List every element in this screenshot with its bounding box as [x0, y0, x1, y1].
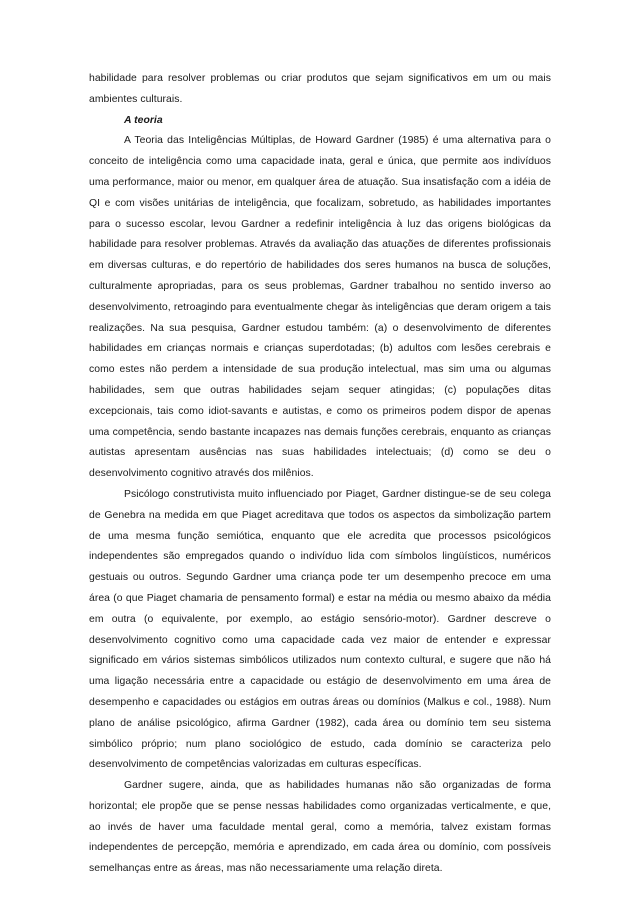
paragraph-2: Psicólogo construtivista muito influenciado por Piaget, Gardner distingue-se de seu colega de Genebra na medida em que Piaget acreditava que todos os aspectos da simbolização partem de uma mesma função semiótica, enquanto que ele acredita que processos psicológicos independentes são empregados quando o indivíduo lida com símbolos lingüísticos, numéricos gestuais ou outros. Segundo Gardner uma criança pode ter um desempenho precoce em uma área (o que Piaget chamaria de pensamento formal) e estar na média ou mesmo abaixo da média em outra (o equivalente, por exemplo, ao estágio sensório-motor). Gardner descreve o desenvolvimento cognitivo como uma capacidade cada vez maior de entender e expressar significado em vários sistemas simbólicos utilizados num contexto cultural, e sugere que não há uma ligação necessária entre a capacidade ou estágio de desenvolvimento em uma área de desempenho e capacidades ou estágios em outras áreas ou domínios (Malkus e col., 1988). Num plano de análise psicológico, afirma Gardner (1982), cada área ou domínio tem seu sistema simbólico próprio; num plano sociológico de estudo, cada domínio se caracteriza pelo desenvolvimento de competências valorizadas em culturas específicas.	[89, 488, 551, 771]
section-heading: A teoria	[124, 114, 163, 126]
paragraph-3: Gardner sugere, ainda, que as habilidades humanas não são organizadas de forma horizontal; ele propõe que se pense nessas habilidades como organizadas verticalmente, e que, ao invés de haver uma faculdade mental geral, como a memória, talvez existam formas independentes de percepção, memória e aprendizado, em cada área ou domínio, com possíveis semelhanças entre as áreas, mas não necessariamente uma relação direta.	[89, 780, 551, 875]
paragraph-1: A Teoria das Inteligências Múltiplas, de Howard Gardner (1985) é uma alternativa para o conceito de inteligência como uma capacidade inata, geral e única, que permite aos indivíduos uma performance, maior ou menor, em qualquer área de atuação. Sua insatisfação com a idéia de QI e com visões unitárias de inteligência, que focalizam, sobretudo, as habilidades importantes para o sucesso escolar, levou Gardner a redefinir inteligência à luz das origens biológicas da habilidade para resolver problemas. Através da avaliação das atuações de diferentes profissionais em diversas culturas, e do repertório de habilidades dos seres humanos na busca de soluções, culturalmente apropriadas, para os seus problemas, Gardner trabalhou no sentido inverso ao desenvolvimento, retroagindo para eventualmente chegar às inteligências que deram origem a tais realizações. Na sua pesquisa, Gardner estudou também: (a) o desenvolvimento de diferentes habilidades em crianças normais e crianças superdotadas; (b) adultos com lesões cerebrais e como estes não perdem a intensidade de sua produção intelectual, mas sim uma ou algumas habilidades, sem que outras habilidades sejam sequer atingidas; (c) populações ditas excepcionais, tais como idiot-savants e autistas, e como os primeiros podem dispor de apenas uma competência, sendo bastante incapazes nas demais funções cerebrais, enquanto as crianças autistas apresentam ausências nas suas habilidades intelectuais; (d) como se deu o desenvolvimento cognitivo através dos milênios.	[89, 135, 551, 480]
document-page	[89, 69, 551, 880]
paragraph-intro: habilidade para resolver problemas ou criar produtos que sejam significativos em um ou mais ambientes culturais.	[89, 73, 551, 105]
